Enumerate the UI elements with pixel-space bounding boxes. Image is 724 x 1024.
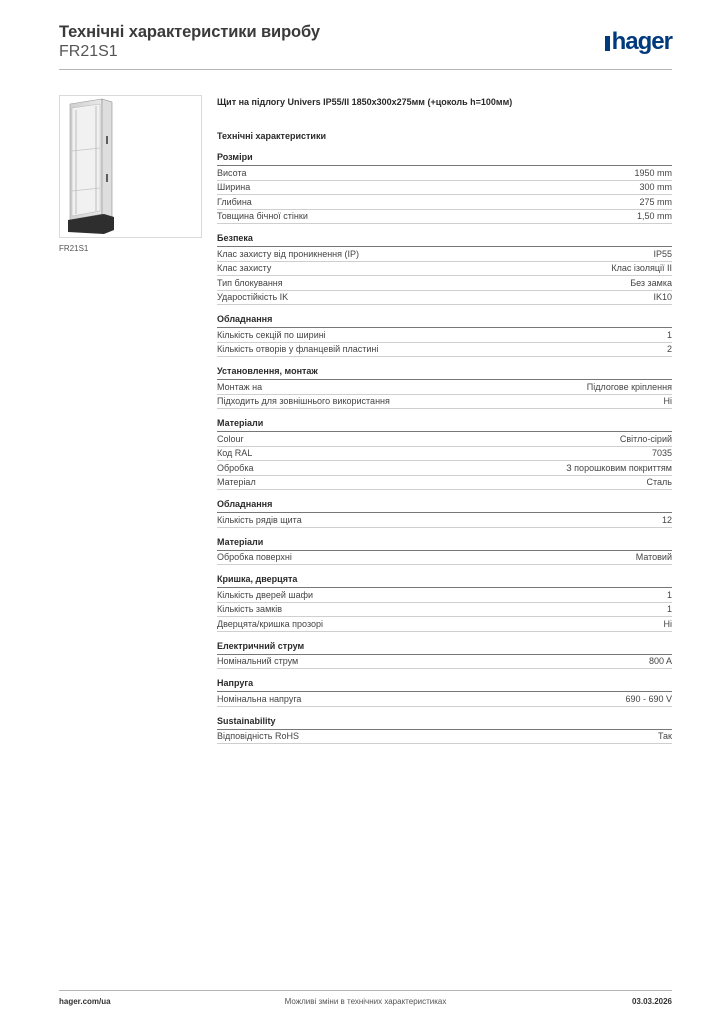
spec-row: [217, 692, 672, 707]
spec-value: 800 A: [648, 656, 672, 667]
spec-row: [217, 380, 672, 395]
spec-value: 1: [666, 604, 672, 615]
spec-label: Обробка поверхні: [217, 552, 292, 563]
spec-row: [217, 166, 672, 181]
spec-label: Матеріал: [217, 477, 256, 488]
image-caption: FR21S1: [59, 244, 89, 253]
spec-label: Відповідність RoHS: [217, 731, 299, 742]
spec-value: Ні: [663, 396, 672, 407]
spec-row: [217, 276, 672, 291]
spec-label: Монтаж на: [217, 381, 263, 392]
spec-value: Матовий: [635, 552, 672, 563]
product-image: [59, 95, 202, 238]
spec-label: Висота: [217, 167, 247, 178]
spec-value: 12: [661, 514, 672, 525]
spec-row: [217, 655, 672, 670]
specification-section: [217, 96, 672, 744]
footer-notice: Можливі зміни в технічних характеристиках: [284, 997, 447, 1006]
page-header: [59, 22, 672, 72]
spec-value: 690 - 690 V: [625, 693, 672, 704]
spec-group-title: Sustainability: [217, 715, 672, 730]
spec-group-title: Електричний струм: [217, 640, 672, 655]
spec-row: [217, 262, 672, 277]
product-title: Щит на підлогу Univers IP55/II 1850x300x275мм (+цоколь h=100мм): [217, 97, 513, 107]
spec-label: Код RAL: [217, 448, 253, 459]
spec-label: Обробка: [217, 462, 254, 473]
spec-label: Кількість рядів щита: [217, 514, 302, 525]
spec-value: 1: [666, 329, 672, 340]
spec-group-title: Кришка, дверцята: [217, 573, 672, 588]
spec-label: Клас захисту від проникнення (IP): [217, 248, 360, 259]
spec-value: 7035: [651, 448, 672, 459]
spec-row: [217, 476, 672, 491]
page-footer: [59, 997, 672, 1011]
spec-label: Номінальний струм: [217, 656, 299, 667]
spec-row: [217, 551, 672, 566]
spec-label: Товщина бічної стінки: [217, 211, 308, 222]
spec-row: [217, 432, 672, 447]
spec-label: Дверцята/кришка прозорі: [217, 618, 323, 629]
spec-value: IK10: [653, 292, 672, 303]
spec-label: Ширина: [217, 182, 251, 193]
spec-value: Клас ізоляції II: [611, 263, 672, 274]
spec-value: Світло-сірий: [619, 433, 672, 444]
spec-label: Підходить для зовнішнього використання: [217, 396, 390, 407]
spec-label: Номінальна напруга: [217, 693, 302, 704]
spec-group-title: Безпека: [217, 232, 672, 247]
spec-row: [217, 513, 672, 528]
spec-label: Ударостійкість IK: [217, 292, 289, 303]
spec-label: Кількість отворів у фланцевій пластині: [217, 344, 379, 355]
footer-date: 03.03.2026: [631, 997, 672, 1006]
footer-divider: [59, 990, 672, 991]
spec-label: Тип блокування: [217, 277, 283, 288]
floor-cabinet-icon: [60, 96, 201, 237]
spec-group-title: Матеріали: [217, 417, 672, 432]
spec-group-title: Матеріали: [217, 536, 672, 551]
spec-value: З порошковим покриттям: [566, 462, 672, 473]
spec-label: Кількість замків: [217, 604, 282, 615]
website-link[interactable]: hager.com/ua: [59, 997, 111, 1006]
spec-row: [217, 195, 672, 210]
spec-groups: [217, 151, 672, 744]
spec-row: [217, 328, 672, 343]
spec-row: [217, 603, 672, 618]
product-reference: FR21S1: [59, 43, 118, 60]
spec-row: [217, 210, 672, 225]
spec-group-title: Установлення, монтаж: [217, 365, 672, 380]
spec-value: 300 mm: [639, 182, 672, 193]
spec-row: [217, 247, 672, 262]
spec-row: [217, 343, 672, 358]
spec-group-title: Обладнання: [217, 498, 672, 513]
spec-row: [217, 617, 672, 632]
spec-label: Colour: [217, 433, 244, 444]
spec-row: [217, 395, 672, 410]
spec-row: [217, 588, 672, 603]
logo-text: hager: [611, 28, 672, 55]
spec-row: [217, 447, 672, 462]
spec-label: Глибина: [217, 196, 252, 207]
spec-row: [217, 181, 672, 196]
spec-group-title: Розміри: [217, 151, 672, 166]
spec-label: Кількість дверей шафи: [217, 589, 314, 600]
spec-value: Так: [657, 731, 672, 742]
spec-label: Кількість секцій по ширині: [217, 329, 326, 340]
spec-group-title: Обладнання: [217, 313, 672, 328]
spec-value: 275 mm: [639, 196, 672, 207]
spec-group-title: Напруга: [217, 677, 672, 692]
spec-label: Клас захисту: [217, 263, 272, 274]
specs-heading: Технічні характеристики: [217, 131, 326, 141]
spec-value: 1,50 mm: [636, 211, 672, 222]
spec-value: Підлогове кріплення: [586, 381, 672, 392]
spec-value: Ні: [663, 618, 672, 629]
spec-value: 2: [666, 344, 672, 355]
logo-mark-icon: [605, 36, 610, 51]
spec-row: [217, 730, 672, 745]
page-title: Технічні характеристики виробу: [59, 23, 320, 41]
spec-value: Сталь: [646, 477, 672, 488]
spec-row: [217, 461, 672, 476]
header-divider: [59, 69, 672, 70]
hager-logo: [605, 29, 672, 55]
spec-value: Без замка: [630, 277, 672, 288]
spec-row: [217, 291, 672, 306]
spec-value: 1: [666, 589, 672, 600]
spec-value: IP55: [653, 248, 672, 259]
spec-value: 1950 mm: [634, 167, 672, 178]
